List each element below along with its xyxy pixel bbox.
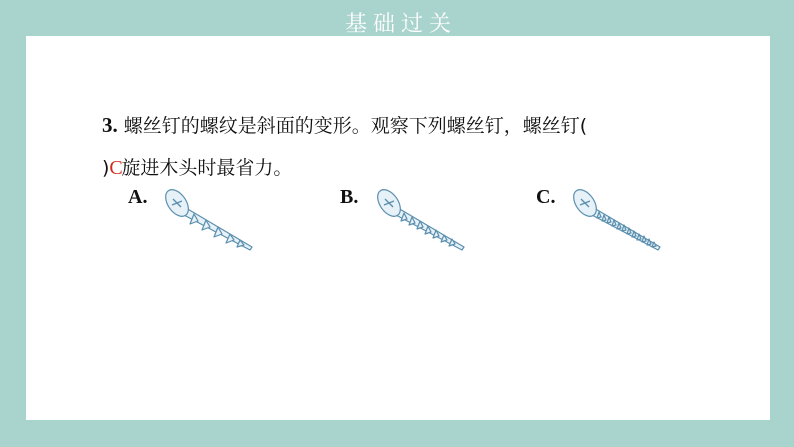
option-a-label: A. — [128, 186, 148, 208]
question-number: 3. — [102, 113, 118, 137]
question-text — [102, 104, 702, 189]
option-c-label: C. — [536, 186, 556, 208]
screw-b-icon — [372, 184, 472, 256]
option-b-label: B. — [340, 186, 359, 208]
screw-c-icon — [568, 184, 668, 256]
paren-close: ) — [102, 157, 110, 179]
handwritten-answer: C — [109, 157, 123, 179]
question-line2-text: 旋进木头时最省力。 — [121, 157, 293, 179]
question-line2 — [102, 147, 702, 189]
screw-a-icon — [160, 184, 260, 256]
section-title: 基础过关 — [344, 11, 457, 37]
question-line1: 螺丝钉的螺纹是斜面的变形。观察下列螺丝钉，螺丝钉( — [123, 115, 588, 137]
